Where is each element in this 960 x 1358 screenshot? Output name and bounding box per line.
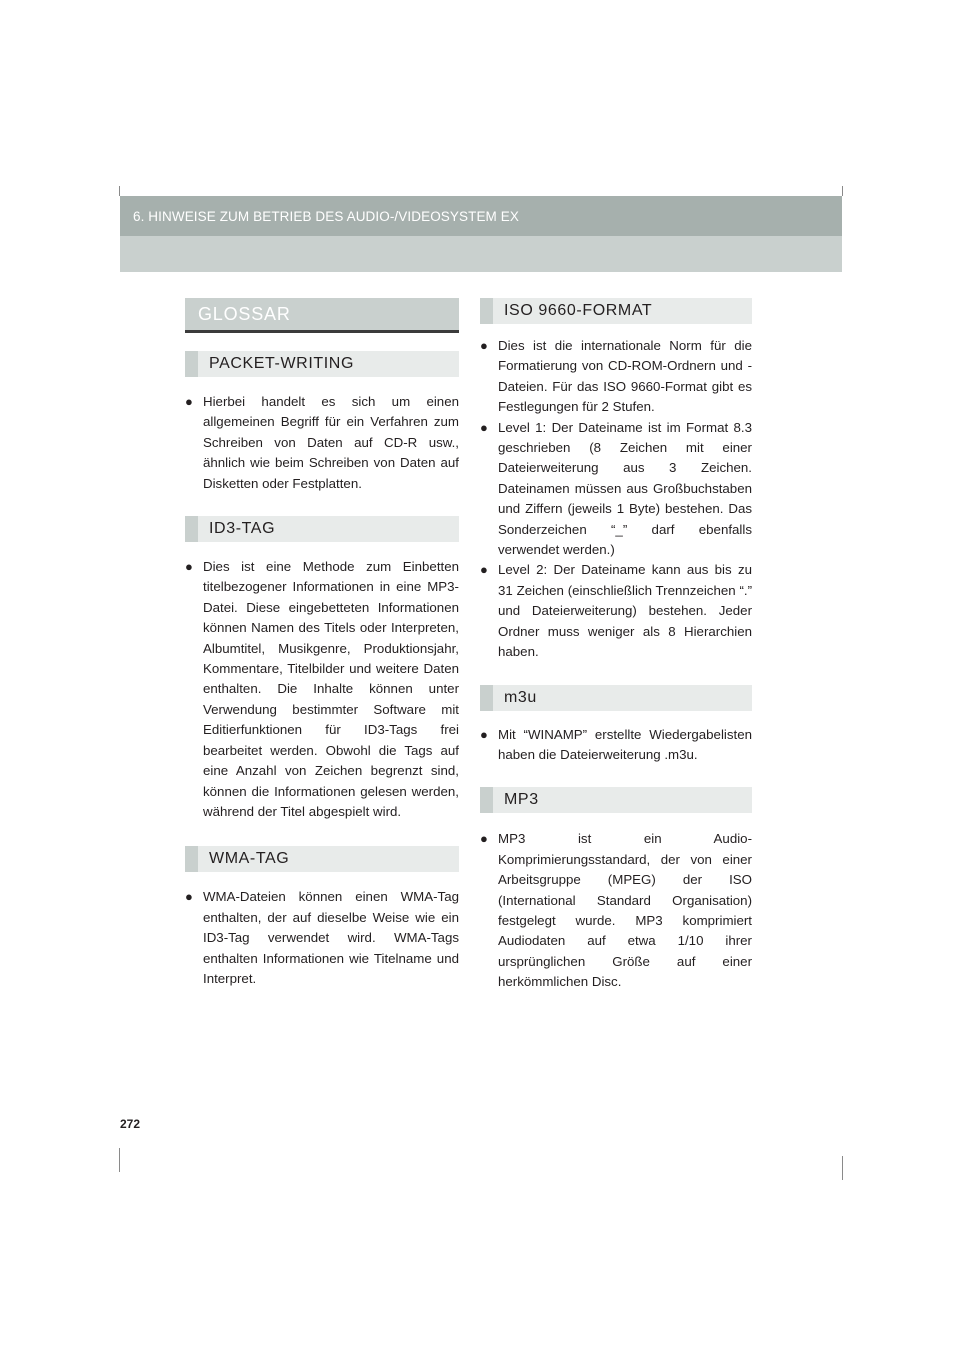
section-heading-packet-writing: PACKET-WRITING (185, 351, 459, 377)
bullet-item: ● Mit “WINAMP” erstellte Wiedergabelisten haben die Dateierweiterung .m3u. (480, 726, 752, 762)
chapter-title: 6. HINWEISE ZUM BETRIEB DES AUDIO-/VIDEOSYSTEM EX (133, 209, 519, 224)
bullet-item: ● Dies ist die internationale Norm für die Formatierung von CD-ROM-Ordnern und -Dateien. Für das ISO 9660-Format gibt es Festlegungen für 2 Stufen. (480, 338, 752, 415)
section-heading-iso-9660: ISO 9660-FORMAT (480, 298, 752, 324)
bullet-item: ● WMA-Dateien können einen WMA-Tag enthalten, der auf dieselbe Weise wie ein ID3-Tag verwendet wird. WMA-Tags enthalten Informationen wie Titelname und Interpret. (185, 889, 459, 986)
bullet-icon: ● (480, 338, 488, 353)
left-column (185, 298, 459, 989)
crop-mark (842, 1156, 843, 1180)
page-number: 272 (120, 1117, 141, 1131)
bullet-item: ● Hierbei handelt es sich um einen allgemeinen Begriff für ein Verfahren zum Schreiben von Daten auf CD-R usw., ähnlich wie beim Schreiben von Daten auf Disketten oder Festplatten. (185, 394, 459, 491)
right-column (480, 298, 752, 993)
crop-mark (119, 186, 120, 196)
bullet-icon: ● (480, 562, 488, 578)
crop-mark (842, 186, 843, 196)
main-heading-glossar: GLOSSAR (185, 298, 459, 333)
section-heading-wma-tag: WMA-TAG (185, 846, 459, 872)
bullet-item: ● Dies ist eine Methode zum Einbetten titelbezogener Informationen in eine MP3-Datei. Diese eingebetteten Informationen können Namen des Titels oder Interpreten, Albumtitel, Musikgenre, Produktionsjahr, Kommentare, Titelbilder und weitere Daten enthalten. Die Inhalte können unter Verwendung bestimmter Software mit Editierfunktionen für ID3-Tags frei bearbeitet werden. Obwohl die Tags auf eine Anzahl von Zeichen begrenzt sind, können die Informationen gelesen werden, während der Titel abgespielt wird. (185, 559, 459, 819)
bullet-item: ● Level 1: Der Dateiname ist im Format 8.3 geschrieben (8 Zeichen mit einer Dateierweiterung aus 3 Zeichen. Dateinamen müssen aus Großbuchstaben und Ziffern (jeweils 1 Byte) bestehen. Das Sonderzeichen “_” darf ebenfalls verwendet werden.) (480, 419, 752, 558)
bullet-icon: ● (185, 559, 193, 575)
bullet-icon: ● (480, 726, 488, 742)
section-heading-id3-tag: ID3-TAG (185, 516, 459, 542)
bullet-icon: ● (185, 889, 193, 905)
crop-mark (119, 1148, 120, 1172)
bullet-icon: ● (480, 419, 488, 435)
bullet-icon: ● (480, 831, 488, 847)
bullet-icon: ● (185, 394, 193, 409)
bullet-item: ● Level 2: Der Dateiname kann aus bis zu 31 Zeichen (einschließlich Trennzeichen “.” und Dateierweiterung) bestehen. Jeder Ordner muss weniger als 8 Hierarchien haben. (480, 562, 752, 660)
section-heading-mp3: MP3 (480, 787, 752, 813)
chapter-header-subband (120, 236, 842, 272)
section-heading-m3u: m3u (480, 685, 752, 711)
bullet-item: ● MP3 ist ein Audio-Komprimierungsstandard, der von einer Arbeitsgruppe (MPEG) der ISO (International Standard Organisation) festgelegt wurde. MP3 komprimiert Audiodaten auf etwa 1/10 ihrer ursprünglichen Größe auf einer herkömmlichen Disc. (480, 831, 752, 990)
